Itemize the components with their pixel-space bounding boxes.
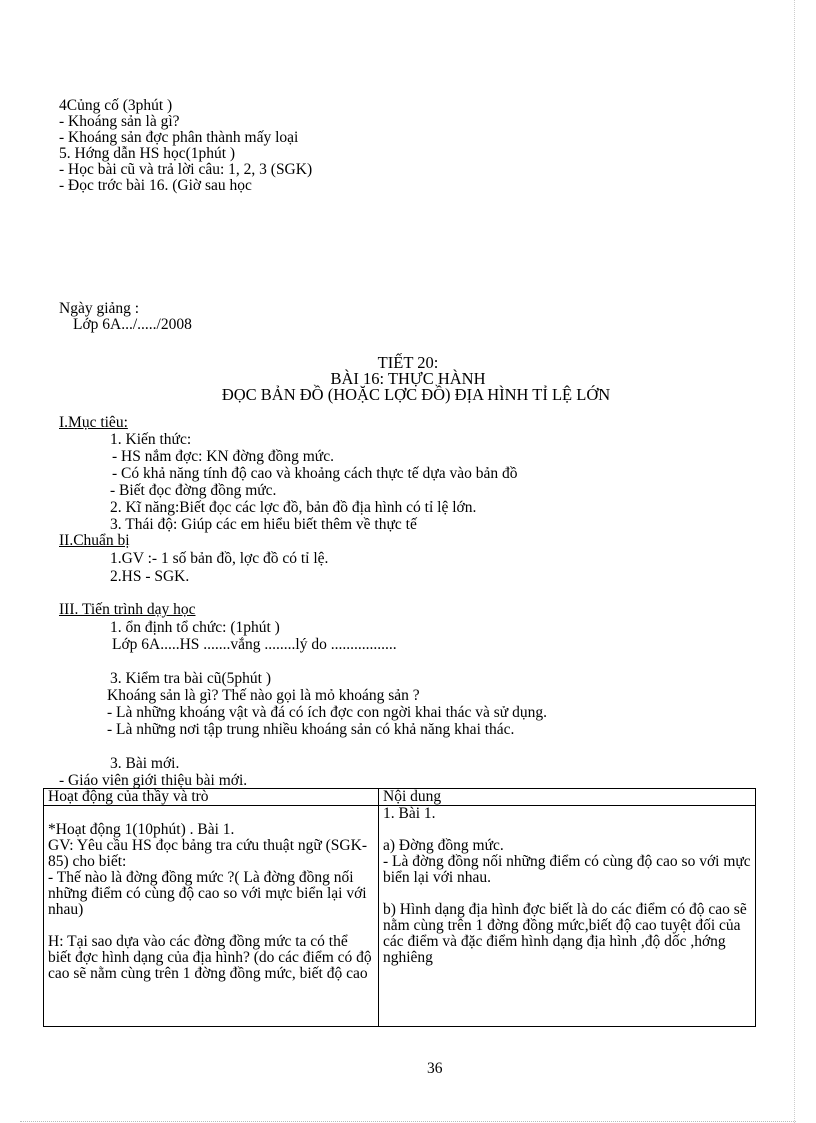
- intro-line: - Giáo viên giới thiệu bài mới.: [59, 772, 248, 789]
- table-line: 1. Bài 1.: [383, 805, 436, 822]
- activity-table: [43, 788, 756, 1027]
- objective-item: 3. Thái độ: Giúp các em hiểu biết thêm về thực tế: [110, 516, 417, 533]
- procedure-heading: III. Tiến trình dạy học: [59, 601, 196, 618]
- consolidation-line: - Học bài cũ và trả lời câu: 1, 2, 3 (SGK): [59, 161, 313, 178]
- table-line: a) Đờng đồng mức.: [383, 837, 504, 854]
- organization-title: 1. ổn định tổ chức: (1phút ): [110, 619, 280, 636]
- teaching-date: Ngày giảng :: [59, 300, 140, 317]
- table-header-activities: Hoạt động của thầy và trò: [44, 789, 379, 806]
- consolidation-line: 4Củng cố (3phút ): [59, 97, 173, 114]
- consolidation-line: - Khoáng sản đợc phân thành mấy loại: [59, 129, 299, 146]
- content-cell: [379, 806, 756, 1027]
- new-lesson-title: 3. Bài mới.: [110, 755, 180, 772]
- check-line: - Là những nơi tập trung nhiều khoáng sản có khả năng khai thác.: [107, 721, 515, 738]
- period-title: TIẾT 20:: [377, 353, 439, 372]
- activities-cell: [44, 806, 379, 1027]
- subject-title: ĐỌC BẢN ĐỒ (HOẶC LỢC ĐỒ) ĐỊA HÌNH TỈ LỆ LỚN: [221, 385, 611, 404]
- preparation-heading: II.Chuẩn bị: [59, 532, 130, 549]
- objective-item: 2. Kĩ năng:Biết đọc các lợc đồ, bản đồ địa hình có tỉ lệ lớn.: [110, 499, 477, 516]
- organization-line: Lớp 6A.....HS .......vắng ........lý do .................: [112, 636, 397, 653]
- consolidation-block: [59, 98, 312, 194]
- page-edge-divider: [20, 1121, 796, 1122]
- table-line: [48, 918, 374, 934]
- table-header-content: Nội dung: [379, 789, 756, 806]
- objective-item: - Biết đọc đờng đồng mức.: [110, 482, 277, 499]
- preparation-item: 1.GV :- 1 số bản đồ, lợc đồ có tỉ lệ.: [110, 550, 329, 567]
- table-line: H: Tại sao dựa vào các đờng đồng mức ta có thể biết đợc hình dạng của địa hình? (do các điểm có độ cao sẽ nằm cùng trên 1 đờng đồng mức, biết độ cao: [48, 933, 372, 982]
- table-line: - Thế nào là đờng đồng mức ?( Là đờng đồng nối những điểm có cùng độ cao so với mực biển lại với nhau): [48, 869, 367, 918]
- check-line: - Là những khoáng vật và đá có ích đợc con ngời khai thác và sử dụng.: [107, 704, 547, 721]
- objective-item: - Có khả năng tính độ cao và khoảng cách thực tế dựa vào bản đồ: [112, 465, 518, 482]
- table-line: GV: Yêu cầu HS đọc bảng tra cứu thuật ngữ (SGK-85) cho biết:: [48, 837, 367, 870]
- objective-item: 1. Kiến thức:: [110, 431, 192, 448]
- page-number: 36: [427, 1060, 443, 1077]
- table-line: [48, 806, 374, 822]
- check-line: Khoáng sản là gì? Thế nào gọi là mỏ khoáng sản ?: [107, 687, 420, 704]
- class-line: Lớp 6A.../...../2008: [73, 316, 192, 333]
- lesson-title: BÀI 16: THỰC HÀNH: [330, 369, 486, 388]
- page-side-divider: [794, 0, 795, 1123]
- table-line: b) Hình dạng địa hình đợc biết là do các điểm có độ cao sẽ nằm cùng trên 1 đờng đồng mức,biết độ cao tuyệt đối của các điểm và đặc điểm hình dạng địa hình ,độ dốc ,hớng nghiêng: [383, 901, 747, 966]
- preparation-item: 2.HS - SGK.: [110, 568, 190, 585]
- consolidation-line: - Khoáng sản là gì?: [59, 113, 180, 130]
- objectives-heading: I.Mục tiêu:: [59, 414, 128, 431]
- table-line: *Hoạt động 1(10phút) . Bài 1.: [48, 821, 235, 838]
- objective-item: - HS nắm đợc: KN đờng đồng mức.: [112, 448, 334, 465]
- consolidation-line: - Đọc trớc bài 16. (Giờ sau học: [59, 177, 252, 194]
- table-line: - Là đờng đồng nối những điểm có cùng độ cao so với mực biển lại với nhau.: [383, 853, 751, 886]
- check-title: 3. Kiểm tra bài cũ(5phút ): [110, 670, 271, 687]
- table-line: [383, 886, 751, 902]
- consolidation-line: 5. Hớng dẫn HS học(1phút ): [59, 145, 236, 162]
- table-line: [383, 822, 751, 838]
